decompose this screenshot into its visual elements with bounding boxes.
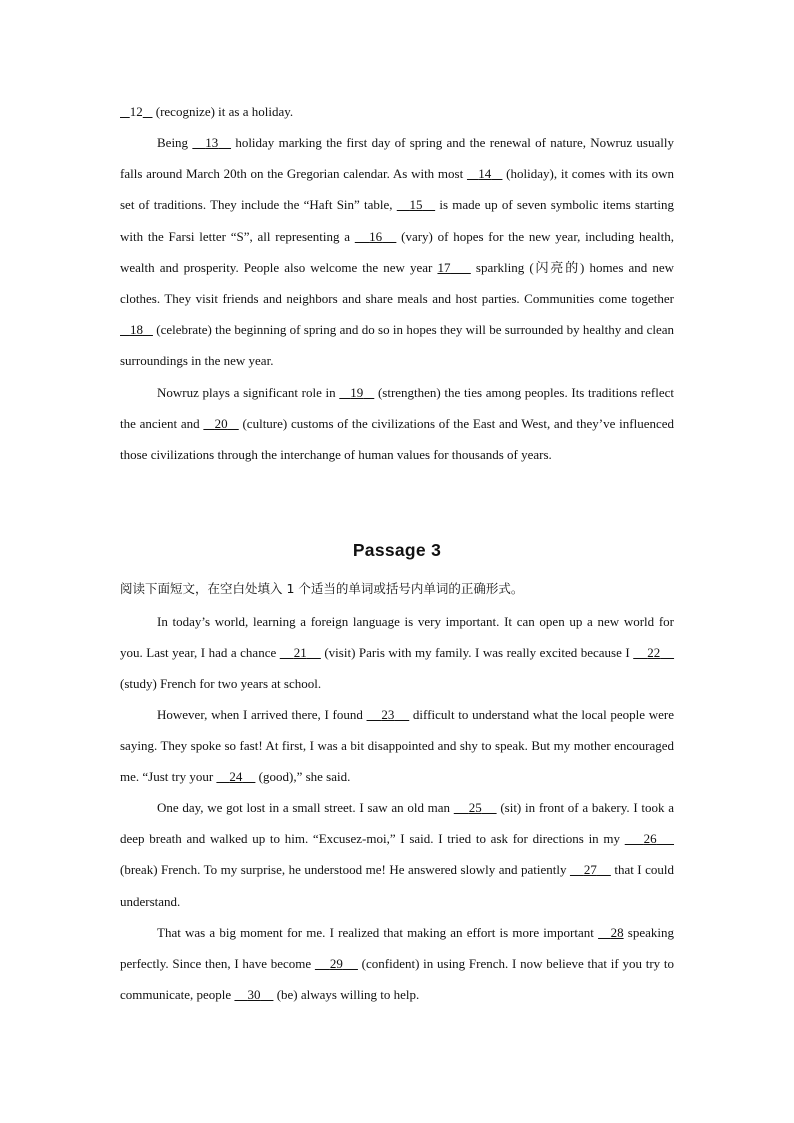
text-segment: difficult to understand what the local people were saying. They spoke so fast! At first, I was a bit disappointed and shy to speak. But my mother encouraged me. “Just try your	[120, 707, 675, 785]
blank-number: 22	[647, 645, 661, 661]
text-segment: (good),” she said.	[255, 769, 351, 785]
blank-14	[467, 166, 502, 181]
blank-25	[454, 800, 497, 815]
passage2-paragraph-1	[120, 127, 674, 377]
passage2-paragraph-2	[120, 377, 674, 471]
text-segment: However, when I arrived there, I found	[157, 707, 367, 722]
blank-24	[216, 769, 255, 784]
text-segment: (be) always willing to help.	[273, 987, 420, 1003]
blank-number: 15	[409, 197, 423, 213]
blank-number: 26	[643, 831, 657, 847]
blank-number: 25	[468, 800, 482, 815]
text-segment: sparkling (闪亮的) homes and new clothes. They visit friends and neighbors and share meals and host parties. Communities come together	[120, 259, 674, 307]
passage-title: Passage 3	[352, 540, 442, 560]
blank-19	[339, 385, 374, 400]
text-segment: (confident) in using French. I now believe that if you try to communicate, people	[120, 956, 675, 1003]
text-segment: speaking perfectly. Since then, I have become	[120, 925, 675, 972]
text-segment: (sit) in front of a bakery. I took a deep breath and walked up to him. “Excusez-moi,” I said. I tried to ask for directions in my	[120, 800, 675, 847]
blank-28	[598, 925, 624, 940]
blank-number: 29	[329, 956, 343, 972]
blank-22	[633, 645, 674, 660]
text-segment: is made up of seven symbolic items starting with the Farsi letter “S”, all representing a	[120, 197, 675, 244]
blank-number: 16	[369, 228, 383, 244]
text-segment: (strengthen) the ties among peoples. Its traditions reflect the ancient and	[120, 385, 674, 432]
blank-17	[437, 260, 470, 275]
text-segment: (study) French for two years at school.	[120, 676, 322, 692]
blank-27	[570, 862, 611, 877]
text-segment: (holiday), it comes with its own set of traditions. They include the “Haft Sin” table,	[120, 166, 675, 213]
blank-number: 21	[293, 645, 307, 661]
passage3-paragraph-3	[120, 792, 674, 917]
blank-number: 24	[229, 769, 243, 785]
blank-number: 28	[610, 925, 624, 940]
blank-number: 12	[129, 104, 143, 119]
blank-number: 19	[350, 385, 364, 400]
text-segment: holiday marking the first day of spring and the renewal of nature, Nowruz usually falls around March 20th on the Gregorian calendar. As with most	[120, 135, 674, 182]
text-segment: (visit) Paris with my family. I was really excited because I	[320, 645, 634, 661]
text-segment: that I could understand.	[120, 862, 675, 909]
blank-number: 14	[478, 166, 492, 182]
blank-23	[367, 707, 410, 722]
passage3-paragraph-4	[120, 917, 674, 1011]
text-segment: (culture) customs of the civilizations of the East and West, and they’ve influenced those civilizations through the interchange of human values for thousands of years.	[120, 416, 674, 463]
text-segment: Nowruz plays a significant role in	[157, 385, 340, 400]
blank-13	[192, 135, 231, 150]
passage2-paragraph-0	[120, 96, 674, 127]
blank-26	[625, 831, 674, 846]
blank-number: 23	[381, 707, 395, 722]
text-segment: That was a big moment for me. I realized that making an effort is more important	[157, 925, 599, 940]
blank-line	[143, 104, 153, 119]
text-segment: (recognize) it as a holiday.	[152, 104, 294, 119]
text-segment: (vary) of hopes for the new year, including health, wealth and prosperity. People also welcome the new year	[120, 228, 675, 275]
blank-21	[280, 645, 321, 660]
passage3-paragraph-1	[120, 606, 674, 700]
blank-number: 20	[214, 416, 228, 432]
passage3-paragraph-2	[120, 699, 674, 793]
instruction-text: 阅读下面短文，在空白处填入 1 个适当的单词或括号内单词的正确形式。	[120, 581, 524, 596]
blank-12	[120, 104, 130, 119]
text-segment: In today’s world, learning a foreign language is very important. It can open up a new world for you. Last year, I had a chance	[120, 614, 674, 661]
blank-30	[234, 987, 273, 1002]
blank-number: 27	[583, 862, 597, 878]
blank-29	[315, 956, 358, 971]
text-segment: Being	[157, 135, 193, 150]
blank-number: 13	[205, 135, 219, 150]
blank-15	[397, 197, 435, 212]
blank-18	[120, 322, 153, 337]
blank-16	[355, 229, 397, 244]
text-segment: One day, we got lost in a small street. I saw an old man	[157, 800, 454, 815]
text-segment: (celebrate) the beginning of spring and do so in hopes they will be surrounded by healthy and clean surroundings in the new year.	[120, 322, 675, 369]
blank-number: 17	[437, 259, 451, 275]
text-segment: (break) French. To my surprise, he understood me! He answered slowly and patiently	[120, 862, 570, 878]
blank-number: 30	[247, 987, 261, 1003]
blank-20	[203, 416, 238, 431]
blank-number: 18	[129, 322, 143, 338]
